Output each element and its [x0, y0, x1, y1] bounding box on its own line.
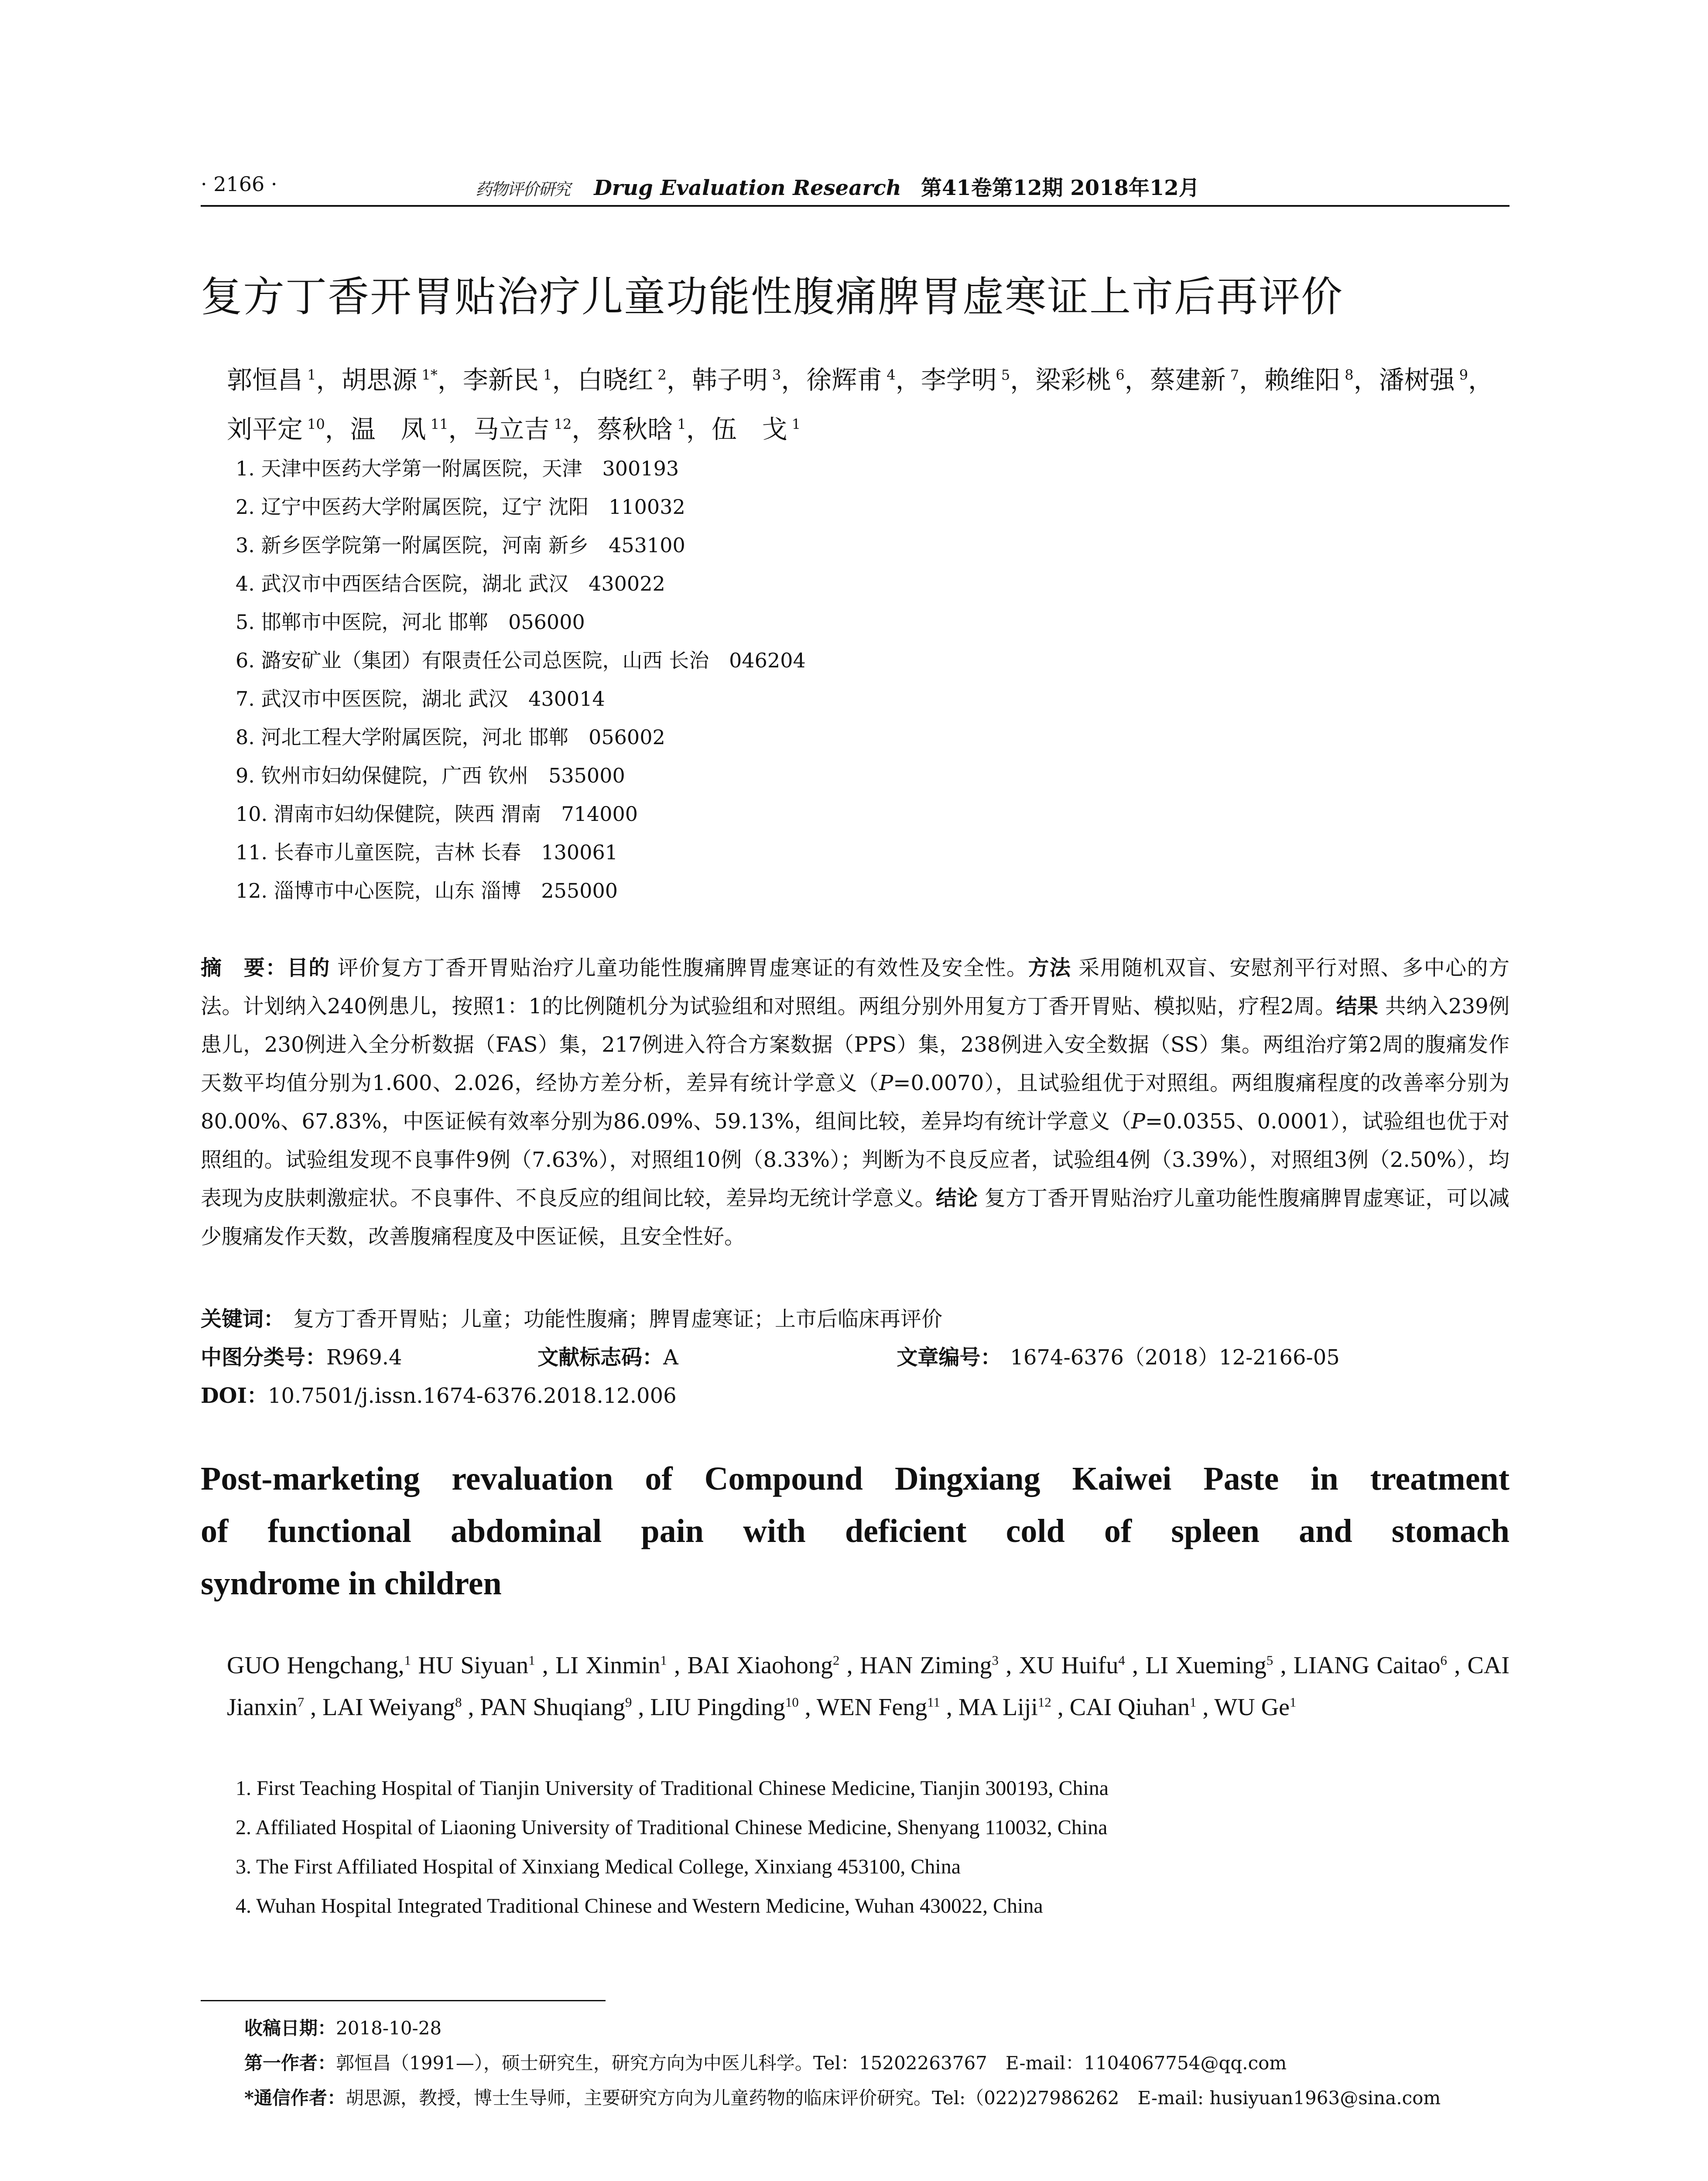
keywords-row [201, 1302, 942, 1332]
author-affiliation-mark: 1 [1190, 1695, 1197, 1710]
cn-affiliations [236, 449, 806, 910]
author-affiliation-mark: 1 [660, 1653, 667, 1668]
cn-affiliation: 12. 淄博市中心医院，山东 淄博 255000 [236, 879, 618, 902]
p-value-symbol: P [1131, 1109, 1145, 1134]
cn-affiliation: 3. 新乡医学院第一附属医院，河南 新乡 453100 [236, 533, 685, 557]
author-affiliation-mark: 7 [1225, 366, 1239, 383]
author-affiliation-mark: 6 [1111, 366, 1125, 383]
results-text: =0.0355、0.0001），试验组也优于对照组的。试验组发现不良事件9例（7.63%），对照组10例（8.33%）；判断为不良反应者，试验组4例（3.39%），对照组3例（2.50%），均表现为皮肤刺激症状。不良事件、不良反应的组间比较，差异均无统计学意义。 [201, 1109, 1509, 1210]
author-affiliation-mark: 11 [426, 416, 448, 433]
cn-affiliation: 7. 武汉市中医医院，湖北 武汉 430014 [236, 687, 605, 711]
author-separator: ， [1239, 365, 1265, 395]
author-affiliation-mark: 2 [653, 366, 667, 383]
cn-affiliation: 8. 河北工程大学附属医院，河北 邯郸 056002 [236, 725, 665, 749]
author-affiliation-mark: 1 [528, 1653, 535, 1668]
doc-code-value: A [663, 1345, 678, 1370]
corresponding-value: 胡思源，教授，博士生导师，主要研究方向为儿童药物的临床评价研究。Tel:（022)27986262 E-mail: husiyuan1963@sina.com [345, 2087, 1441, 2109]
en-author: , LI Xueming$^5$ [1132, 1652, 1273, 1679]
author-affiliation-mark: 2 [832, 1653, 840, 1668]
en-affiliation: 3. The First Affiliated Hospital of Xinxiang Medical College, Xinxiang 453100, China [236, 1855, 961, 1878]
clc-value: R969.4 [326, 1345, 402, 1370]
doi-label: DOI： [201, 1384, 268, 1408]
author-separator: ， [448, 414, 474, 444]
cn-author: 徐辉甫 $^4$ [806, 365, 896, 395]
en-title [201, 1453, 1509, 1610]
results-label: 结果 [1336, 994, 1379, 1019]
author-separator: ， [437, 365, 463, 395]
author-affiliation-mark: 12 [1037, 1695, 1051, 1710]
journal-name-en: Drug Evaluation Research [594, 176, 901, 200]
author-affiliation-mark: 3 [767, 366, 781, 383]
cn-author: 蔡秋晗 $^1$ [597, 414, 686, 444]
author-separator: ， [1353, 365, 1379, 395]
author-affiliation-mark: 10 [785, 1695, 799, 1710]
author-affiliation-mark: 9 [625, 1695, 632, 1710]
cn-title: 复方丁香开胃贴治疗儿童功能性腹痛脾胃虚寒证上市后再评价 [201, 273, 1344, 321]
corresponding-label: *通信作者： [244, 2087, 346, 2109]
cn-author: 刘平定 $^{10}$ [227, 414, 325, 444]
keywords-text: 复方丁香开胃贴；儿童；功能性腹痛；脾胃虚寒证；上市后临床再评价 [293, 1307, 943, 1331]
cn-affiliation: 1. 天津中医药大学第一附属医院，天津 300193 [236, 457, 679, 480]
author-affiliation-mark: 1* [417, 366, 438, 383]
en-author: , LIU Pingding$^{10}$ [638, 1694, 799, 1721]
received-label: 收稿日期： [244, 2017, 336, 2039]
author-affiliation-mark: 4 [882, 366, 896, 383]
en-author: , HAN Ziming$^3$ [846, 1652, 999, 1679]
cn-affiliation: 4. 武汉市中西医结合医院，湖北 武汉 430022 [236, 572, 665, 595]
header-rule [201, 205, 1509, 207]
en-author: , LIANG Caitao$^6$ [1280, 1652, 1447, 1679]
author-separator: ， [1010, 365, 1036, 395]
author-affiliation-mark: 12 [549, 416, 572, 433]
en-author: , WU Ge$^1$ [1202, 1694, 1297, 1721]
conclusion-text: 复方丁香开胃贴治疗儿童功能性腹痛脾胃虚寒证，可以减少腹痛发作天数，改善腹痛程度及中医证候，且安全性好。 [201, 1186, 1509, 1249]
cn-author: 温 凤 $^{11}$ [350, 414, 448, 444]
p-value-symbol: P [879, 1071, 893, 1095]
results-text: =0.0070），且试验组优于对照组。两组腹痛程度的改善率分别为80.00%、67.83%，中医证候有效率分别为86.09%、59.13%，组间比较，差异均有统计学意义（ [201, 1071, 1509, 1134]
en-affiliations [236, 1769, 1109, 1926]
author-affiliation-mark: 3 [992, 1653, 999, 1668]
results-text: 共纳入239例患儿，230例进入全分析数据（FAS）集，217例进入符合方案数据（PPS）集，238例进入安全数据（SS）集。两组治疗第2周的腹痛发作天数平均值分别为1.600、2.026，经协方差分析，差异有统计学意义（ [201, 994, 1509, 1095]
en-author: HU Siyuan$^1$ [418, 1652, 535, 1679]
received-value: 2018-10-28 [336, 2017, 442, 2039]
author-separator: ， [895, 365, 921, 395]
journal-issue: 第41卷第12期 2018年12月 [921, 176, 1200, 200]
cn-author: 郭恒昌 $^1$ [227, 365, 316, 395]
received-date [244, 2011, 1441, 2046]
en-author: , LAI Weiyang$^8$ [310, 1694, 462, 1721]
clc-label: 中图分类号： [201, 1345, 327, 1370]
en-affiliation: 4. Wuhan Hospital Integrated Traditional Chinese and Western Medicine, Wuhan 430022, China [236, 1894, 1043, 1918]
article-no-value: 1674-6376（2018）12-2166-05 [1010, 1345, 1340, 1370]
author-affiliation-mark: 10 [303, 416, 325, 433]
cn-author: 马立吉 $^{12}$ [473, 414, 572, 444]
en-author: , PAN Shuqiang$^9$ [468, 1694, 632, 1721]
en-title-line: syndrome in children [201, 1565, 502, 1602]
doi-row [201, 1379, 677, 1409]
first-author-value: 郭恒昌（1991—），硕士研究生，研究方向为中医儿科学。Tel：15202263767 E-mail：1104067754@qq.com [336, 2052, 1287, 2074]
author-affiliation-mark: 5 [996, 366, 1010, 383]
en-author: , BAI Xiaohong$^2$ [674, 1652, 840, 1679]
author-affiliation-mark: 1 [787, 416, 801, 433]
author-affiliation-mark: 1 [673, 416, 686, 433]
en-author: , XU Huifu$^4$ [1006, 1652, 1125, 1679]
en-title-line: Post-marketing revaluation of Compound Dingxiang Kaiwei Paste in treatment [201, 1460, 1509, 1497]
author-separator: ， [1468, 365, 1494, 395]
author-separator: ， [552, 365, 578, 395]
article-no-label: 文章编号： [897, 1345, 1002, 1370]
en-title-line: of functional abdominal pain with deficient cold of spleen and stomach [201, 1513, 1509, 1549]
conclusion-label: 结论 [935, 1186, 978, 1210]
cn-author: 白晓红 $^2$ [577, 365, 667, 395]
cn-affiliation: 9. 钦州市妇幼保健院，广西 钦州 535000 [236, 764, 625, 787]
author-separator: ， [1124, 365, 1150, 395]
doi-link[interactable]: 10.7501/j.issn.1674-6376.2018.12.006 [267, 1384, 677, 1408]
cn-author: 伍 戈 $^1$ [711, 414, 801, 444]
author-affiliation-mark: 11 [927, 1695, 940, 1710]
author-separator: ， [686, 414, 712, 444]
cn-author: 李新民 $^1$ [462, 365, 552, 395]
author-affiliation-mark: 8 [455, 1695, 462, 1710]
author-affiliation-mark: 1 [303, 366, 316, 383]
cn-author: 胡思源 $^{1*}$ [341, 365, 438, 395]
en-author: , MA Liji$^{12}$ [946, 1694, 1051, 1721]
footnote-rule [201, 2000, 606, 2001]
author-affiliation-mark: 7 [297, 1695, 305, 1710]
first-author-note [244, 2046, 1441, 2081]
page-number: · 2166 · [201, 172, 277, 196]
author-separator: ， [325, 414, 350, 444]
abstract-label: 摘 要： [201, 956, 287, 980]
en-authors [227, 1644, 1509, 1728]
first-author-label: 第一作者： [244, 2052, 336, 2074]
cn-authors [227, 356, 1509, 454]
objective-label: 目的 [287, 956, 330, 980]
author-affiliation-mark: 6 [1440, 1653, 1447, 1668]
en-author: , CAI Jianxin$^7$ [227, 1652, 1509, 1721]
author-affiliation-mark: 4 [1118, 1653, 1125, 1668]
cn-author: 梁彩桃 $^6$ [1035, 365, 1125, 395]
en-author: GUO Hengchang,$^1$ [227, 1652, 411, 1679]
cn-affiliation: 2. 辽宁中医药大学附属医院，辽宁 沈阳 110032 [236, 495, 685, 519]
author-affiliation-mark: 1 [538, 366, 552, 383]
cn-author: 李学明 $^5$ [921, 365, 1010, 395]
author-affiliation-mark: 8 [1340, 366, 1354, 383]
cn-author: 潘树强 $^9$ [1379, 365, 1468, 395]
methods-text: 采用随机双盲、安慰剂平行对照、多中心的方法。计划纳入240例患儿，按照1：1的比例随机分为试验组和对照组。两组分别外用复方丁香开胃贴、模拟贴，疗程2周。 [201, 956, 1509, 1019]
en-author: , WEN Feng$^{11}$ [804, 1694, 940, 1721]
en-author: , LI Xinmin$^1$ [542, 1652, 667, 1679]
author-affiliation-mark: 1 [404, 1653, 411, 1668]
corresponding-author-note [244, 2081, 1441, 2116]
objective-text: 评价复方丁香开胃贴治疗儿童功能性腹痛脾胃虚寒证的有效性及安全性。 [337, 956, 1028, 980]
author-affiliation-mark: 9 [1455, 366, 1468, 383]
methods-label: 方法 [1028, 956, 1071, 980]
author-separator: ， [666, 365, 692, 395]
keywords-label: 关键词： [201, 1307, 285, 1331]
cn-author: 赖维阳 $^8$ [1264, 365, 1354, 395]
en-affiliation: 1. First Teaching Hospital of Tianjin University of Traditional Chinese Medicine, Tianjin 300193, China [236, 1777, 1109, 1800]
abstract [201, 949, 1509, 1256]
classification-row [201, 1340, 1340, 1371]
author-affiliation-mark: 5 [1266, 1653, 1273, 1668]
cn-author: 蔡建新 $^7$ [1150, 365, 1239, 395]
footnotes [244, 2011, 1441, 2116]
cn-author: 韩子明 $^3$ [691, 365, 781, 395]
author-separator: ， [781, 365, 807, 395]
author-separator: ， [572, 414, 597, 444]
doc-code-label: 文献标志码： [537, 1345, 664, 1370]
cn-affiliation: 6. 潞安矿业（集团）有限责任公司总医院，山西 长治 046204 [236, 649, 806, 672]
en-author: , CAI Qiuhan$^1$ [1057, 1694, 1197, 1721]
author-separator: ， [316, 365, 342, 395]
cn-affiliation: 10. 渭南市妇幼保健院，陕西 渭南 714000 [236, 802, 638, 826]
cn-affiliation: 11. 长春市儿童医院，吉林 长春 130061 [236, 841, 618, 864]
journal-logo: 药物评价研究 [476, 180, 570, 199]
journal-header [476, 171, 1200, 201]
author-affiliation-mark: 1 [1290, 1695, 1297, 1710]
cn-affiliation: 5. 邯郸市中医院，河北 邯郸 056000 [236, 610, 585, 634]
en-affiliation: 2. Affiliated Hospital of Liaoning University of Traditional Chinese Medicine, Shenyang 110032, China [236, 1816, 1108, 1839]
